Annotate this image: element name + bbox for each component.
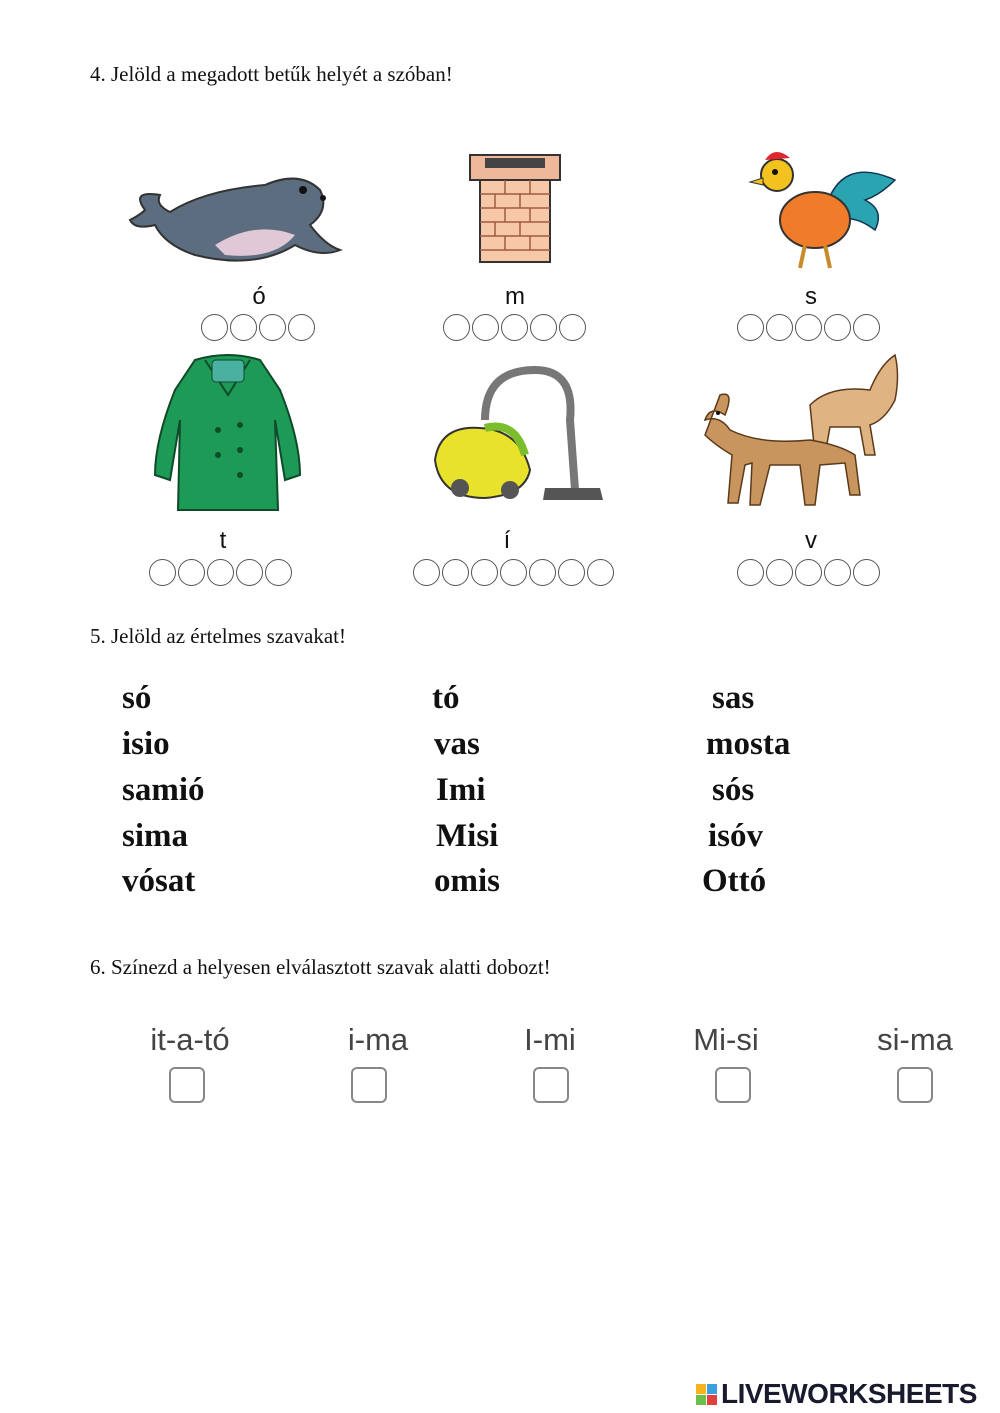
word-sas[interactable]: sas: [712, 680, 755, 716]
letter-circle[interactable]: [443, 314, 470, 341]
letter-circle[interactable]: [737, 559, 764, 586]
letter-circle[interactable]: [236, 559, 263, 586]
word-vas[interactable]: vas: [434, 726, 480, 762]
letter-circle[interactable]: [265, 559, 292, 586]
letter-circles-seal: [201, 314, 317, 341]
letter-circle[interactable]: [529, 559, 556, 586]
letter-circle[interactable]: [501, 314, 528, 341]
word-mosta[interactable]: mosta: [706, 726, 791, 762]
task5-instruction: 5. Jelöld az értelmes szavakat!: [90, 624, 346, 648]
answer-box[interactable]: [715, 1067, 751, 1103]
letter-circle[interactable]: [824, 314, 851, 341]
letter-horses: v: [805, 527, 817, 554]
seal-picture: [125, 150, 345, 275]
answer-box[interactable]: [351, 1067, 387, 1103]
letter-circle[interactable]: [737, 314, 764, 341]
liveworksheets-logo: [696, 1378, 977, 1410]
letter-circle[interactable]: [230, 314, 257, 341]
letter-circle[interactable]: [500, 559, 527, 586]
letter-circle[interactable]: [471, 559, 498, 586]
task4-instruction: 4. Jelöld a megadott betűk helyét a szóban!: [90, 62, 453, 86]
coat-picture: [150, 350, 305, 515]
answer-box[interactable]: [169, 1067, 205, 1103]
task6-instruction: 6. Színezd a helyesen elválasztott szavak alatti dobozt!: [90, 955, 551, 979]
answer-box[interactable]: [897, 1067, 933, 1103]
letter-circle[interactable]: [559, 314, 586, 341]
letter-chimney: m: [505, 283, 525, 310]
letter-circle[interactable]: [178, 559, 205, 586]
letter-circle[interactable]: [766, 559, 793, 586]
letter-circle[interactable]: [795, 314, 822, 341]
letter-circles-vacuum: [413, 559, 616, 586]
letter-circle[interactable]: [201, 314, 228, 341]
letter-circle[interactable]: [442, 559, 469, 586]
letter-circle[interactable]: [824, 559, 851, 586]
letter-circle[interactable]: [207, 559, 234, 586]
letter-circle[interactable]: [149, 559, 176, 586]
letter-rooster: s: [805, 283, 817, 310]
letter-circle[interactable]: [288, 314, 315, 341]
rooster-picture: [745, 140, 905, 275]
letter-circle[interactable]: [853, 559, 880, 586]
word-samio[interactable]: samió: [122, 772, 205, 808]
hyphenated-word: i-ma: [347, 1022, 409, 1057]
vacuum-cleaner-picture: [425, 360, 605, 510]
chimney-picture: [465, 150, 565, 265]
letter-circles-rooster: [737, 314, 882, 341]
word-isov[interactable]: isóv: [708, 818, 764, 854]
letter-circle[interactable]: [558, 559, 585, 586]
letter-circle[interactable]: [766, 314, 793, 341]
letter-circle[interactable]: [530, 314, 557, 341]
answer-box[interactable]: [533, 1067, 569, 1103]
word-omis[interactable]: omis: [434, 863, 500, 899]
letter-circles-horses: [737, 559, 882, 586]
logo-text: LIVEWORKSHEETS: [721, 1378, 977, 1409]
letter-circles-chimney: [443, 314, 588, 341]
word-imi[interactable]: Imi: [436, 772, 486, 808]
word-so[interactable]: só: [122, 680, 152, 716]
hyphenated-word: si-ma: [877, 1022, 953, 1057]
hyphenated-word: it-a-tó: [150, 1022, 230, 1057]
letter-circle[interactable]: [259, 314, 286, 341]
liveworksheets-logo-icon: [696, 1384, 717, 1405]
letter-circle[interactable]: [413, 559, 440, 586]
word-vosat[interactable]: vósat: [122, 863, 196, 899]
letter-circle[interactable]: [472, 314, 499, 341]
word-sos[interactable]: sós: [712, 772, 755, 808]
letter-coat: t: [219, 527, 227, 554]
letter-circle[interactable]: [853, 314, 880, 341]
hyphenated-word: Mi-si: [693, 1022, 759, 1057]
word-isio[interactable]: isio: [122, 726, 170, 762]
letter-circle[interactable]: [587, 559, 614, 586]
letter-circle[interactable]: [795, 559, 822, 586]
word-otto[interactable]: Ottó: [702, 863, 767, 899]
letter-circles-coat: [149, 559, 294, 586]
horses-picture: [700, 345, 905, 515]
letter-vacuum: í: [503, 527, 511, 554]
word-sima[interactable]: sima: [122, 818, 188, 854]
word-misi[interactable]: Misi: [436, 818, 499, 854]
word-to[interactable]: tó: [432, 680, 460, 716]
hyphenated-word: I-mi: [524, 1022, 576, 1057]
letter-seal: ó: [252, 283, 266, 310]
